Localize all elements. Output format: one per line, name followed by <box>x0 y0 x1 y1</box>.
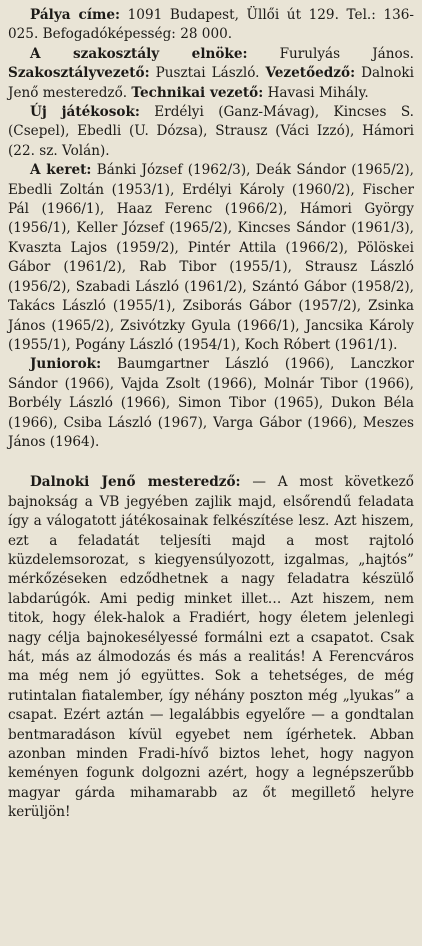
section-leader-value: Pusztai László. <box>155 65 260 82</box>
club-info-paragraph <box>8 6 414 45</box>
phone-value: 136-025. <box>8 7 414 43</box>
squad-paragraph <box>8 161 414 355</box>
capacity-value: 28 000. <box>180 26 233 43</box>
address-value: 1091 Budapest, Üllői út 129. <box>127 7 339 23</box>
new-players-text: Erdélyi (Ganz-Mávag), Kincses S. (Csepel), Ebedli (U. Dózsa), Strausz (Váci Izzó), Hámori (22. sz. Volán). <box>8 104 414 159</box>
capacity-label: Befogadóképesség: <box>42 26 176 43</box>
technical-leader-value: Havasi Mihály. <box>267 84 369 101</box>
juniors-text: Baumgartner László (1966), Lanczkor Sándor (1966), Vajda Zsolt (1966), Molnár Tibor (1966), Borbély László (1966), Simon Tibor (1965), Dukon Béla (1966), Csiba László (1967), Varga Gábor (1966), Meszes János (1964). <box>8 356 414 450</box>
address-label: Pálya címe: <box>30 7 121 23</box>
interview-label: Dalnoki Jenő mesteredző: <box>30 474 241 491</box>
juniors-paragraph <box>8 355 414 452</box>
interview-text: — A most következő bajnokság a VB jegyében zajlik majd, elsőrendű feladata így a válogatott játékosainak felkészítése lesz. Azt hiszem, ezt a feladatát teljesíti majd a most rajtoló küzdelemsorozat, s kiegyensúlyozott, izgalmas, „hajtós” mérkőzéseken edződhetnek a nagy feladatra készülő labdarúgók. Ami pedig minket illet… Azt hiszem, nem titok, hogy élek-halok a Fradiért, hogy életem jelenlegi nagy célja bajnokesélyessé formálni ezt a csapatot. Csak hát, más az álmodozás és más a realitás! A Ferencváros ma még nem jó együttes. Sok a tehetséges, de még rutintalan fiatalember, így néhány poszton még „lyukas” a csapat. Ezért aztán — legalábbis egyelőre — a gondtalan bentmaradáson kívül egyebet nem ígérhetek. Abban azonban minden Fradi-hívő biztos lehet, hogy nagyon keményen fogunk dolgozni azért, hogy a legnépszerűbb magyar gárda mihamarabb az őt megillető helyre kerüljön! <box>8 474 414 821</box>
technical-leader-label: Technikai vezető: <box>131 84 264 101</box>
squad-label: A keret: <box>30 162 92 179</box>
chairman-value: Furulyás János. <box>279 45 414 62</box>
paragraph-gap <box>8 452 414 473</box>
chairman-label: A szakosztály elnöke: <box>30 45 248 62</box>
new-players-label: Új játékosok: <box>30 104 140 121</box>
coach-value: Dalnoki Jenő mesteredző. <box>8 65 414 101</box>
interview-paragraph <box>8 473 414 822</box>
new-players-paragraph <box>8 103 414 161</box>
phone-label: Tel.: <box>346 7 376 23</box>
squad-text: Bánki József (1962/3), Deák Sándor (1965/2), Ebedli Zoltán (1953/1), Erdélyi Károly (1960/2), Fischer Pál (1966/1), Haaz Ferenc (1966/2), Hámori György (1956/1), Keller József (1965/2), Kincses Sándor (1961/3), Kvaszta Lajos (1959/2), Pintér Attila (1966/2), Pölöskei Gábor (1961/2), Rab Tibor (1955/1), Strausz László (1956/2), Szabadi László (1961/2), Szántó Gábor (1958/2), Takács László (1955/1), Zsiborás Gábor (1957/2), Zsinka János (1965/2), Zsivótzky Gyula (1966/1), Jancsika Károly (1955/1), Pogány László (1954/1), Koch Róbert (1961/1). <box>8 162 414 353</box>
staff-paragraph <box>8 45 414 103</box>
section-leader-label: Szakosztályvezető: <box>8 65 150 82</box>
coach-label: Vezetőedző: <box>265 65 356 82</box>
juniors-label: Juniorok: <box>30 356 102 373</box>
